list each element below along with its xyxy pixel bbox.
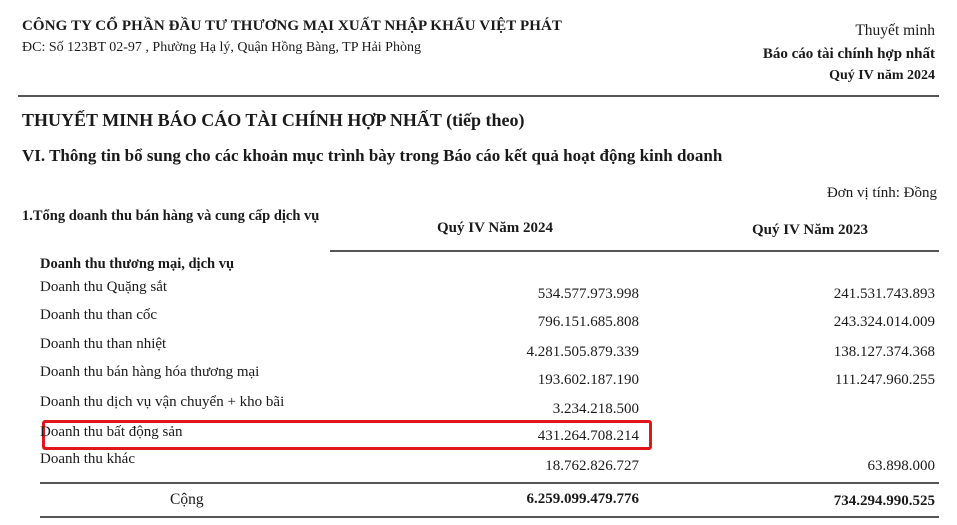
row-value-2024: 3.234.218.500 <box>552 401 639 417</box>
row-label: Doanh thu bất động sản <box>40 424 183 440</box>
subsection-title: VI. Thông tin bổ sung cho các khoản mục trình bày trong Báo cáo kết quả hoạt động kinh doanh <box>22 146 723 165</box>
total-value-2024: 6.259.099.479.776 <box>526 491 639 507</box>
row-value-2024: 534.577.973.998 <box>537 286 639 302</box>
total-top-rule <box>40 482 939 484</box>
row-value-2024: 431.264.708.214 <box>537 428 639 444</box>
row-value-2024: 796.151.685.808 <box>537 314 639 330</box>
row-value-2024: 4.281.505.879.339 <box>526 344 639 360</box>
total-value-2023: 734.294.990.525 <box>833 493 935 509</box>
row-value-2023: 243.324.014.009 <box>833 314 935 330</box>
header-divider <box>18 95 939 97</box>
column-header-2024: Quý IV Năm 2024 <box>437 220 553 236</box>
row-label: Doanh thu than cốc <box>40 307 158 323</box>
unit-label: Đơn vị tính: Đồng <box>826 185 937 201</box>
note-title: 1.Tổng doanh thu bán hàng và cung cấp dịch vụ <box>22 208 320 224</box>
row-label: Doanh thu dịch vụ vận chuyển + kho bãi <box>40 394 285 410</box>
row-value-2023: 111.247.960.255 <box>834 372 935 388</box>
row-value-2023: 241.531.743.893 <box>833 286 935 302</box>
total-bottom-rule <box>40 516 939 518</box>
total-label: Cộng <box>170 491 204 508</box>
document-type: Thuyết minh <box>855 22 935 39</box>
row-value-2024: 193.602.187.190 <box>537 372 639 388</box>
group-header: Doanh thu thương mại, dịch vụ <box>40 256 235 272</box>
row-label: Doanh thu than nhiệt <box>40 336 167 352</box>
row-label: Doanh thu bán hàng hóa thương mại <box>40 364 260 380</box>
row-value-2023: 63.898.000 <box>867 458 935 474</box>
company-name: CÔNG TY CỔ PHẦN ĐẦU TƯ THƯƠNG MẠI XUẤT NHẬP KHẨU VIỆT PHÁT <box>22 18 563 34</box>
row-value-2023: 138.127.374.368 <box>833 344 935 360</box>
row-value-2024: 18.762.826.727 <box>545 458 639 474</box>
row-label: Doanh thu Quặng sắt <box>40 279 168 295</box>
company-address: ĐC: Số 123BT 02-97 , Phường Hạ lý, Quận Hồng Bàng, TP Hải Phòng <box>22 40 421 55</box>
column-header-2023: Quý IV Năm 2023 <box>752 222 868 238</box>
row-label: Doanh thu khác <box>40 451 135 467</box>
table-header-divider <box>330 250 939 252</box>
report-period: Quý IV năm 2024 <box>829 68 935 83</box>
section-title: THUYẾT MINH BÁO CÁO TÀI CHÍNH HỢP NHẤT (tiếp theo) <box>22 110 525 130</box>
report-name: Báo cáo tài chính hợp nhất <box>762 46 935 62</box>
